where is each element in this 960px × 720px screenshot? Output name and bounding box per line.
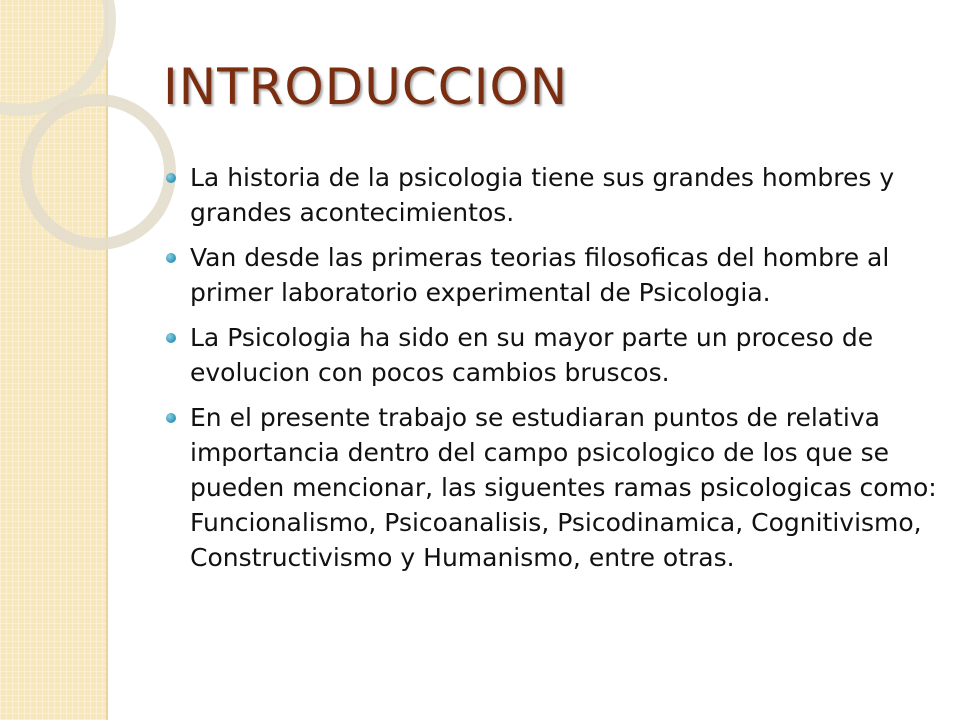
bullet-icon — [166, 333, 176, 343]
bullet-text: Van desde las primeras teorias filosoficas del hombre al primer laboratorio experimental de Psicologia. — [190, 243, 890, 307]
bullet-icon — [166, 253, 176, 263]
bullet-item — [166, 400, 938, 575]
bullet-text: En el presente trabajo se estudiaran puntos de relativa importancia dentro del campo psicologico de los que se pueden mencionar, las siguentes ramas psicologicas como: Funcionalismo, Psicoanalisis, Psicodinamica, Cognitivismo, Constructivismo y Humanismo, entre otras. — [190, 403, 937, 572]
slide-title: INTRODUCCION — [163, 58, 569, 116]
decorative-ring-small — [26, 100, 170, 244]
bullet-icon — [166, 413, 176, 423]
bullet-item — [166, 240, 938, 310]
bullet-text: La Psicologia ha sido en su mayor parte un proceso de evolucion con pocos cambios bruscos. — [190, 323, 874, 387]
bullet-text: La historia de la psicologia tiene sus grandes hombres y grandes acontecimientos. — [190, 163, 895, 227]
bullet-list — [166, 160, 938, 585]
bullet-item — [166, 160, 938, 230]
decorative-ring-large — [0, 0, 110, 110]
bullet-item — [166, 320, 938, 390]
bullet-icon — [166, 173, 176, 183]
